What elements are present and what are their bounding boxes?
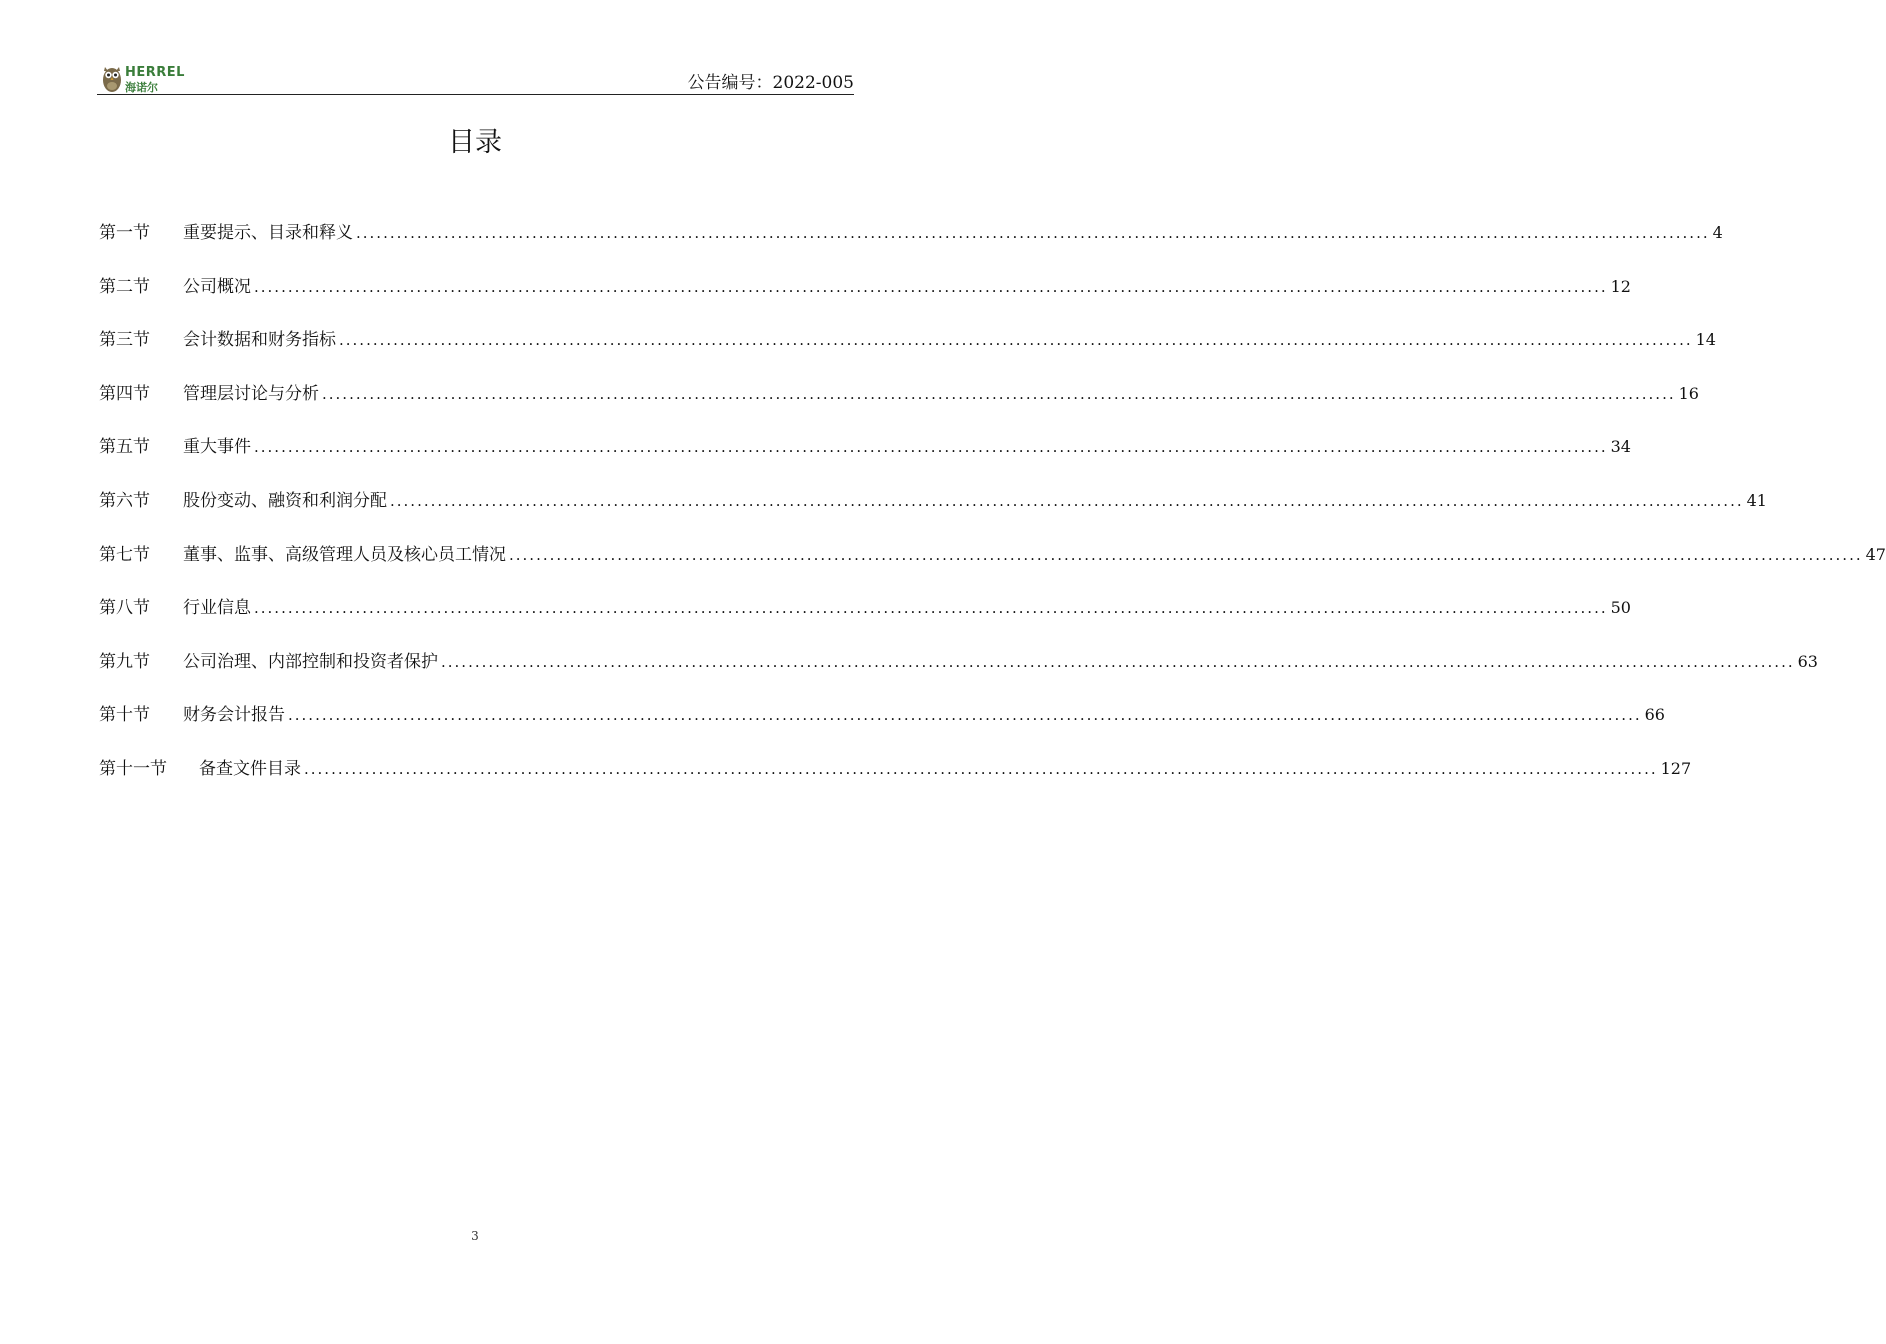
toc-section-title: 公司概况 [183,276,251,297]
toc-page-number: 16 [1678,383,1699,403]
logo-english-text: HERREL [125,65,185,80]
toc-dot-leader: ........................................................................................................................................................................................................ [254,599,1608,618]
toc-page-number: 63 [1797,651,1818,671]
toc-section-title: 股份变动、融资和利润分配 [183,490,387,511]
owl-logo-icon [101,63,123,93]
toc-entry[interactable] [99,379,1699,433]
toc-page-number: 47 [1865,544,1886,564]
toc-entry[interactable] [99,272,1631,326]
toc-page-number: 34 [1610,437,1631,457]
toc-section-number: 第八节 [99,598,150,619]
toc-dot-leader: ........................................................................................................................................................................................................ [322,384,1676,403]
toc-entry[interactable] [99,325,1716,379]
logo-chinese-text: 海诺尔 [125,81,158,94]
announcement-number: 公告编号：2022-005 [687,73,854,93]
toc-dot-leader: ........................................................................................................................................................................................................ [441,652,1795,671]
toc-section-number: 第十节 [99,705,150,726]
toc-section-title: 备查文件目录 [199,758,301,779]
toc-section-number: 第十一节 [99,758,167,779]
toc-section-number: 第七节 [99,544,150,565]
toc-dot-leader: ........................................................................................................................................................................................................ [356,224,1710,242]
toc-section-number: 第六节 [99,490,150,511]
toc-dot-leader: ........................................................................................................................................................................................................ [304,759,1658,778]
toc-entry[interactable] [99,700,1665,754]
toc-entry[interactable] [99,432,1631,486]
toc-page-number: 4 [1712,223,1723,242]
toc-dot-leader: ........................................................................................................................................................................................................ [254,438,1608,457]
toc-section-title: 行业信息 [183,598,251,619]
toc-section-title: 重要提示、目录和释义 [183,223,353,243]
toc-section-number: 第四节 [99,383,150,404]
toc-page-number: 14 [1695,330,1716,350]
toc-page-number: 66 [1644,705,1665,725]
toc-dot-leader: ........................................................................................................................................................................................................ [509,545,1863,564]
toc-section-title: 会计数据和财务指标 [183,330,336,351]
toc-entry[interactable] [99,647,1818,701]
toc-section-number: 第九节 [99,651,150,672]
toc-entry[interactable] [99,486,1767,540]
company-logo [101,63,221,93]
toc-section-number: 第三节 [99,330,150,351]
toc-section-title: 财务会计报告 [183,705,285,726]
toc-page-number: 50 [1610,598,1631,618]
toc-section-title: 重大事件 [183,437,251,458]
toc-entry[interactable] [99,218,1723,272]
toc-entry[interactable] [99,593,1631,647]
toc-entry[interactable] [99,540,1886,594]
toc-section-title: 管理层讨论与分析 [183,383,319,404]
toc-section-title: 公司治理、内部控制和投资者保护 [183,651,438,672]
table-of-contents [99,218,1886,808]
toc-dot-leader: ........................................................................................................................................................................................................ [390,491,1744,510]
toc-page-number: 127 [1660,758,1692,778]
toc-section-number: 第五节 [99,437,150,458]
page-header [97,60,854,95]
toc-entry[interactable] [99,754,1692,808]
toc-section-number: 第二节 [99,276,150,297]
page-title: 目录 [448,127,502,158]
toc-section-number: 第一节 [99,223,150,243]
page-number: 3 [471,1229,479,1243]
toc-page-number: 12 [1610,276,1631,296]
toc-dot-leader: ........................................................................................................................................................................................................ [288,706,1642,725]
toc-page-number: 41 [1746,490,1767,510]
toc-dot-leader: ........................................................................................................................................................................................................ [339,331,1693,350]
toc-dot-leader: ........................................................................................................................................................................................................ [254,277,1608,296]
toc-section-title: 董事、监事、高级管理人员及核心员工情况 [183,544,506,565]
